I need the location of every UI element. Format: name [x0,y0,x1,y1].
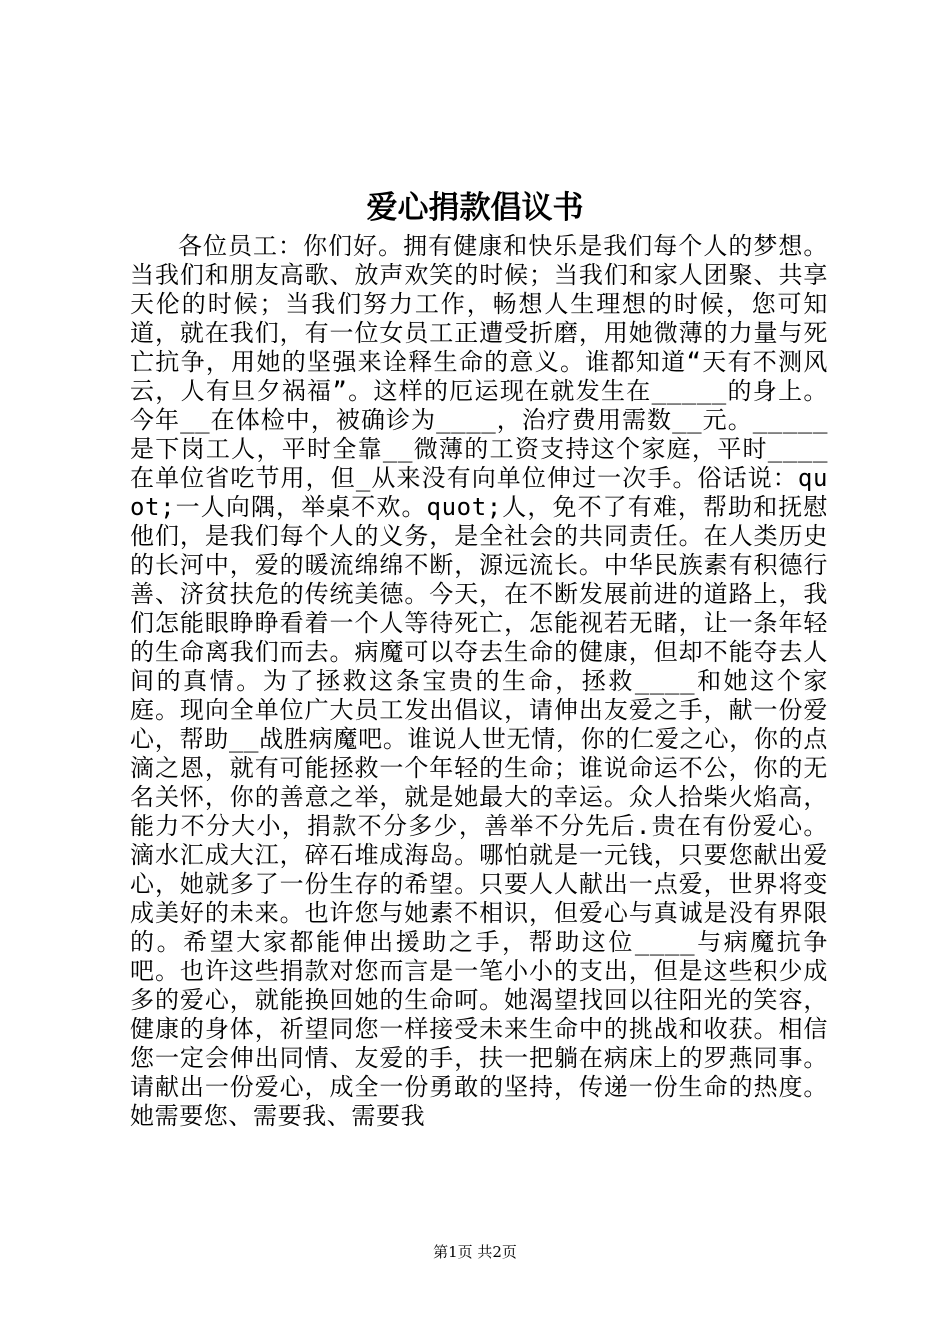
document-title: 爱心捐款倡议书 [366,190,584,226]
document-body: 各位员工：你们好。拥有健康和快乐是我们每个人的梦想。当我们和朋友高歌、放声欢笑的时候；当我们和家人团聚、共享天伦的时候；当我们努力工作，畅想人生理想的时候，您可知道，就在我们，有一位女员工正遭受折磨，用她微薄的力量与死亡抗争，用她的坚强来诠释生命的意义。谁都知道“天有不测风云，人有旦夕祸福”。这样的厄运现在就发生在_____的身上。今年__在体检中，被确诊为____，治疗费用需数__元。_____是下岗工人，平时全靠__微薄的工资支持这个家庭，平时____在单位省吃节用，但_从来没有向单位伸过一次手。俗话说：quot;一人向隅，举桌不欢。quot;人，免不了有难，帮助和抚慰他们，是我们每个人的义务，是全社会的共同责任。在人类历史的长河中，爱的暖流绵绵不断，源远流长。中华民族素有积德行善、济贫扶危的传统美德。今天，在不断发展前进的道路上，我们怎能眼睁睁看着一个人等待死亡，怎能视若无睹，让一条年轻的生命离我们而去。病魔可以夺去生命的健康，但却不能夺去人间的真情。为了拯救这条宝贵的生命，拯救____和她这个家庭。现向全单位广大员工发出倡议，请伸出友爱之手，献一份爱心，帮助__战胜病魔吧。谁说人世无情，你的仁爱之心，你的点滴之恩，就有可能拯救一个年轻的生命；谁说命运不公，你的无名关怀，你的善意之举，就是她最大的幸运。众人拾柴火焰高，能力不分大小，捐款不分多少，善举不分先后.贵在有份爱心。滴水汇成大江，碎石堆成海岛。哪怕就是一元钱，只要您献出爱心，她就多了一份生存的希望。只要人人献出一点爱，世界将变成美好的未来。也许您与她素不相识，但爱心与真诚是没有界限的。希望大家都能伸出援助之手，帮助这位____与病魔抗争吧。也许这些捐款对您而言是一笔小小的支出，但是这些积少成多的爱心，就能换回她的生命呵。她渴望找回以往阳光的笑容，健康的身体，祈望同您一样接受未来生命中的挑战和收获。相信您一定会伸出同情、友爱的手，扶一把躺在病床上的罗燕同事。请献出一份爱心，成全一份勇敢的坚持，传递一份生命的热度。她需要您、需要我、需要我 [130,232,828,1130]
page-indicator: 第1页 共2页 [433,1243,517,1261]
